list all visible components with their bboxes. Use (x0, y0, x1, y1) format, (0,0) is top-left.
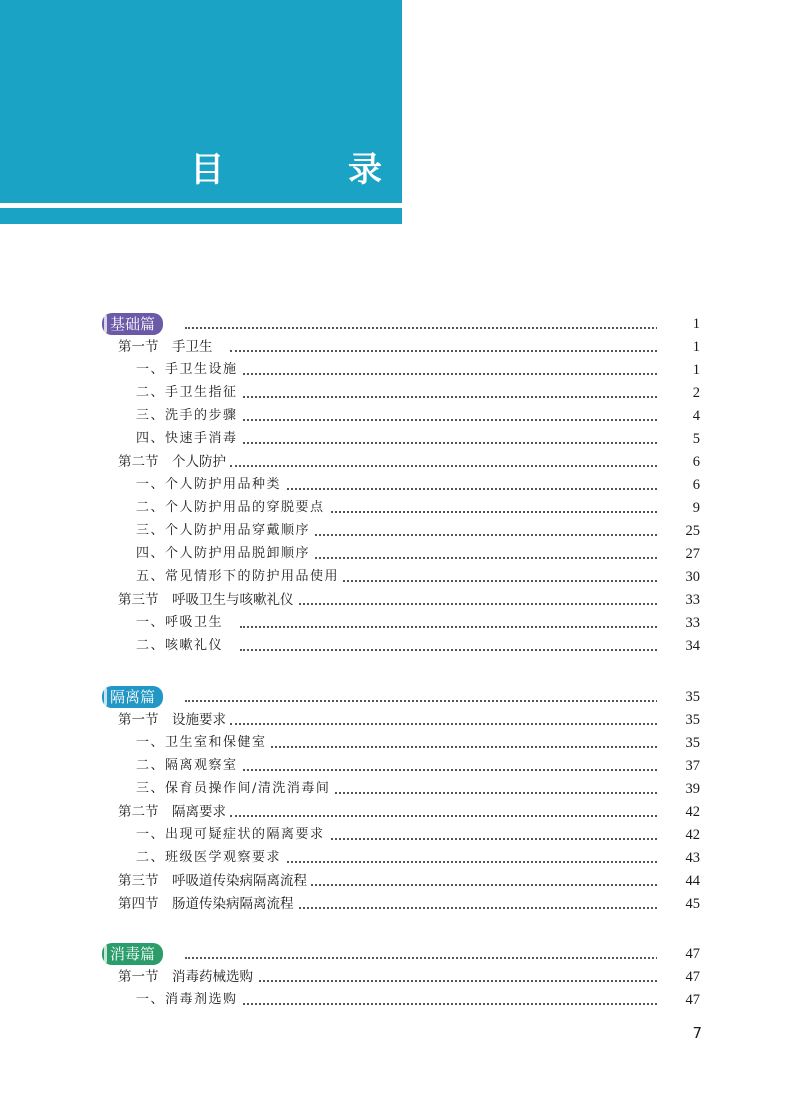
dot-leader (230, 465, 697, 467)
toc-entry-label: 第一节 消毒药械选购 (118, 966, 257, 988)
dot-leader (240, 488, 697, 490)
page-ref: 47 (657, 989, 700, 1011)
toc-entry[interactable] (0, 732, 800, 754)
page-ref: 33 (657, 612, 700, 634)
toc-entry-label: 二、咳嗽礼仪 (136, 635, 227, 657)
toc-entry[interactable] (0, 612, 800, 634)
page-ref: 43 (657, 847, 700, 869)
toc-entry-label: 第二节 个人防护 (118, 451, 230, 473)
toc-part-disinfection[interactable] (0, 943, 800, 965)
page-ref: 1 (657, 313, 700, 335)
page-ref: 4 (657, 405, 700, 427)
toc-entry[interactable] (0, 870, 800, 892)
toc-entry-label: 第一节 手卫生 (118, 336, 217, 358)
page-ref: 42 (657, 801, 700, 823)
dot-leader (240, 649, 697, 651)
toc-entry[interactable] (0, 755, 800, 777)
toc-entry[interactable] (0, 893, 800, 915)
page-ref: 30 (657, 566, 700, 588)
toc-entry[interactable] (0, 497, 800, 519)
page-ref: 37 (657, 755, 700, 777)
toc-entry-label: 一、出现可疑症状的隔离要求 (136, 824, 329, 846)
page-ref: 34 (657, 635, 700, 657)
toc-entry-label: 二、班级医学观察要求 (136, 847, 285, 869)
dot-leader (230, 980, 697, 982)
toc-part-basic[interactable] (0, 313, 800, 335)
dot-leader (240, 373, 697, 375)
toc-entry[interactable] (0, 801, 800, 823)
dot-leader (240, 746, 697, 748)
page-ref: 5 (657, 428, 700, 450)
toc-entry[interactable] (0, 405, 800, 427)
toc-entry[interactable] (0, 359, 800, 381)
toc-entry-label: 第三节 呼吸卫生与咳嗽礼仪 (118, 589, 298, 611)
part-badge: 基础篇 (102, 313, 163, 335)
toc-entry[interactable] (0, 966, 800, 988)
part-badge: 隔离篇 (102, 686, 163, 708)
dot-leader (230, 350, 697, 352)
toc-entry-label: 三、保育员操作间/清洗消毒间 (136, 778, 334, 800)
page-ref: 35 (657, 686, 700, 708)
toc-entry[interactable] (0, 428, 800, 450)
page-ref: 6 (657, 451, 700, 473)
toc-entry-label: 四、个人防护用品脱卸顺序 (136, 543, 314, 565)
toc-entry[interactable] (0, 824, 800, 846)
page-ref: 35 (657, 709, 700, 731)
page-ref: 1 (657, 359, 700, 381)
toc-entry-label: 一、手卫生设施 (136, 359, 242, 381)
toc-entry[interactable] (0, 778, 800, 800)
page-ref: 44 (657, 870, 700, 892)
toc-entry[interactable] (0, 989, 800, 1011)
page-number: 7 (692, 1024, 702, 1042)
toc-entry-label: 一、呼吸卫生 (136, 612, 227, 634)
toc-entry-label: 第一节 设施要求 (118, 709, 230, 731)
page-ref: 25 (657, 520, 700, 542)
page-title: 目 录 (190, 150, 438, 190)
toc-entry-label: 二、个人防护用品的穿脱要点 (136, 497, 329, 519)
toc-entry-label: 四、快速手消毒 (136, 428, 242, 450)
dot-leader (240, 419, 697, 421)
toc-entry-label: 第三节 呼吸道传染病隔离流程 (118, 870, 311, 892)
dot-leader (230, 815, 697, 817)
toc-entry[interactable] (0, 520, 800, 542)
toc-entry[interactable] (0, 709, 800, 731)
toc-entry-label: 第二节 隔离要求 (118, 801, 230, 823)
page-ref: 42 (657, 824, 700, 846)
page-ref: 39 (657, 778, 700, 800)
page-ref: 9 (657, 497, 700, 519)
dot-leader (240, 769, 697, 771)
page-ref: 33 (657, 589, 700, 611)
toc-entry[interactable] (0, 474, 800, 496)
dot-leader (240, 626, 697, 628)
page-ref: 47 (657, 943, 700, 965)
page-ref: 27 (657, 543, 700, 565)
dot-leader (230, 723, 697, 725)
header-block (0, 0, 438, 203)
toc-entry-label: 三、洗手的步骤 (136, 405, 242, 427)
page-ref: 35 (657, 732, 700, 754)
toc-entry-label: 一、卫生室和保健室 (136, 732, 271, 754)
toc-entry[interactable] (0, 336, 800, 358)
dot-leader (230, 603, 697, 605)
toc-entry[interactable] (0, 589, 800, 611)
dot-leader (230, 907, 697, 909)
dot-leader (240, 861, 697, 863)
dot-leader (240, 396, 697, 398)
toc-entry[interactable] (0, 543, 800, 565)
toc-entry-label: 二、手卫生指征 (136, 382, 242, 404)
dot-leader (240, 442, 697, 444)
dot-leader (185, 700, 697, 702)
toc-entry-label: 三、个人防护用品穿戴顺序 (136, 520, 314, 542)
page-ref: 1 (657, 336, 700, 358)
part-badge: 消毒篇 (102, 943, 163, 965)
toc-entry[interactable] (0, 847, 800, 869)
toc-entry[interactable] (0, 566, 800, 588)
page-ref: 47 (657, 966, 700, 988)
page-ref: 2 (657, 382, 700, 404)
dot-leader (240, 1003, 697, 1005)
toc-entry-label: 二、隔离观察室 (136, 755, 242, 777)
page-ref: 45 (657, 893, 700, 915)
toc-entry-label: 第四节 肠道传染病隔离流程 (118, 893, 298, 915)
toc-entry[interactable] (0, 635, 800, 657)
toc-entry-label: 一、个人防护用品种类 (136, 474, 285, 496)
dot-leader (185, 957, 697, 959)
toc-part-isolation[interactable] (0, 686, 800, 708)
toc-entry-label: 一、消毒剂选购 (136, 989, 242, 1011)
dot-leader (185, 327, 697, 329)
toc-entry-label: 五、常见情形下的防护用品使用 (136, 566, 343, 588)
toc-entry[interactable] (0, 451, 800, 473)
page-ref: 6 (657, 474, 700, 496)
header-band (0, 208, 402, 224)
toc-entry[interactable] (0, 382, 800, 404)
